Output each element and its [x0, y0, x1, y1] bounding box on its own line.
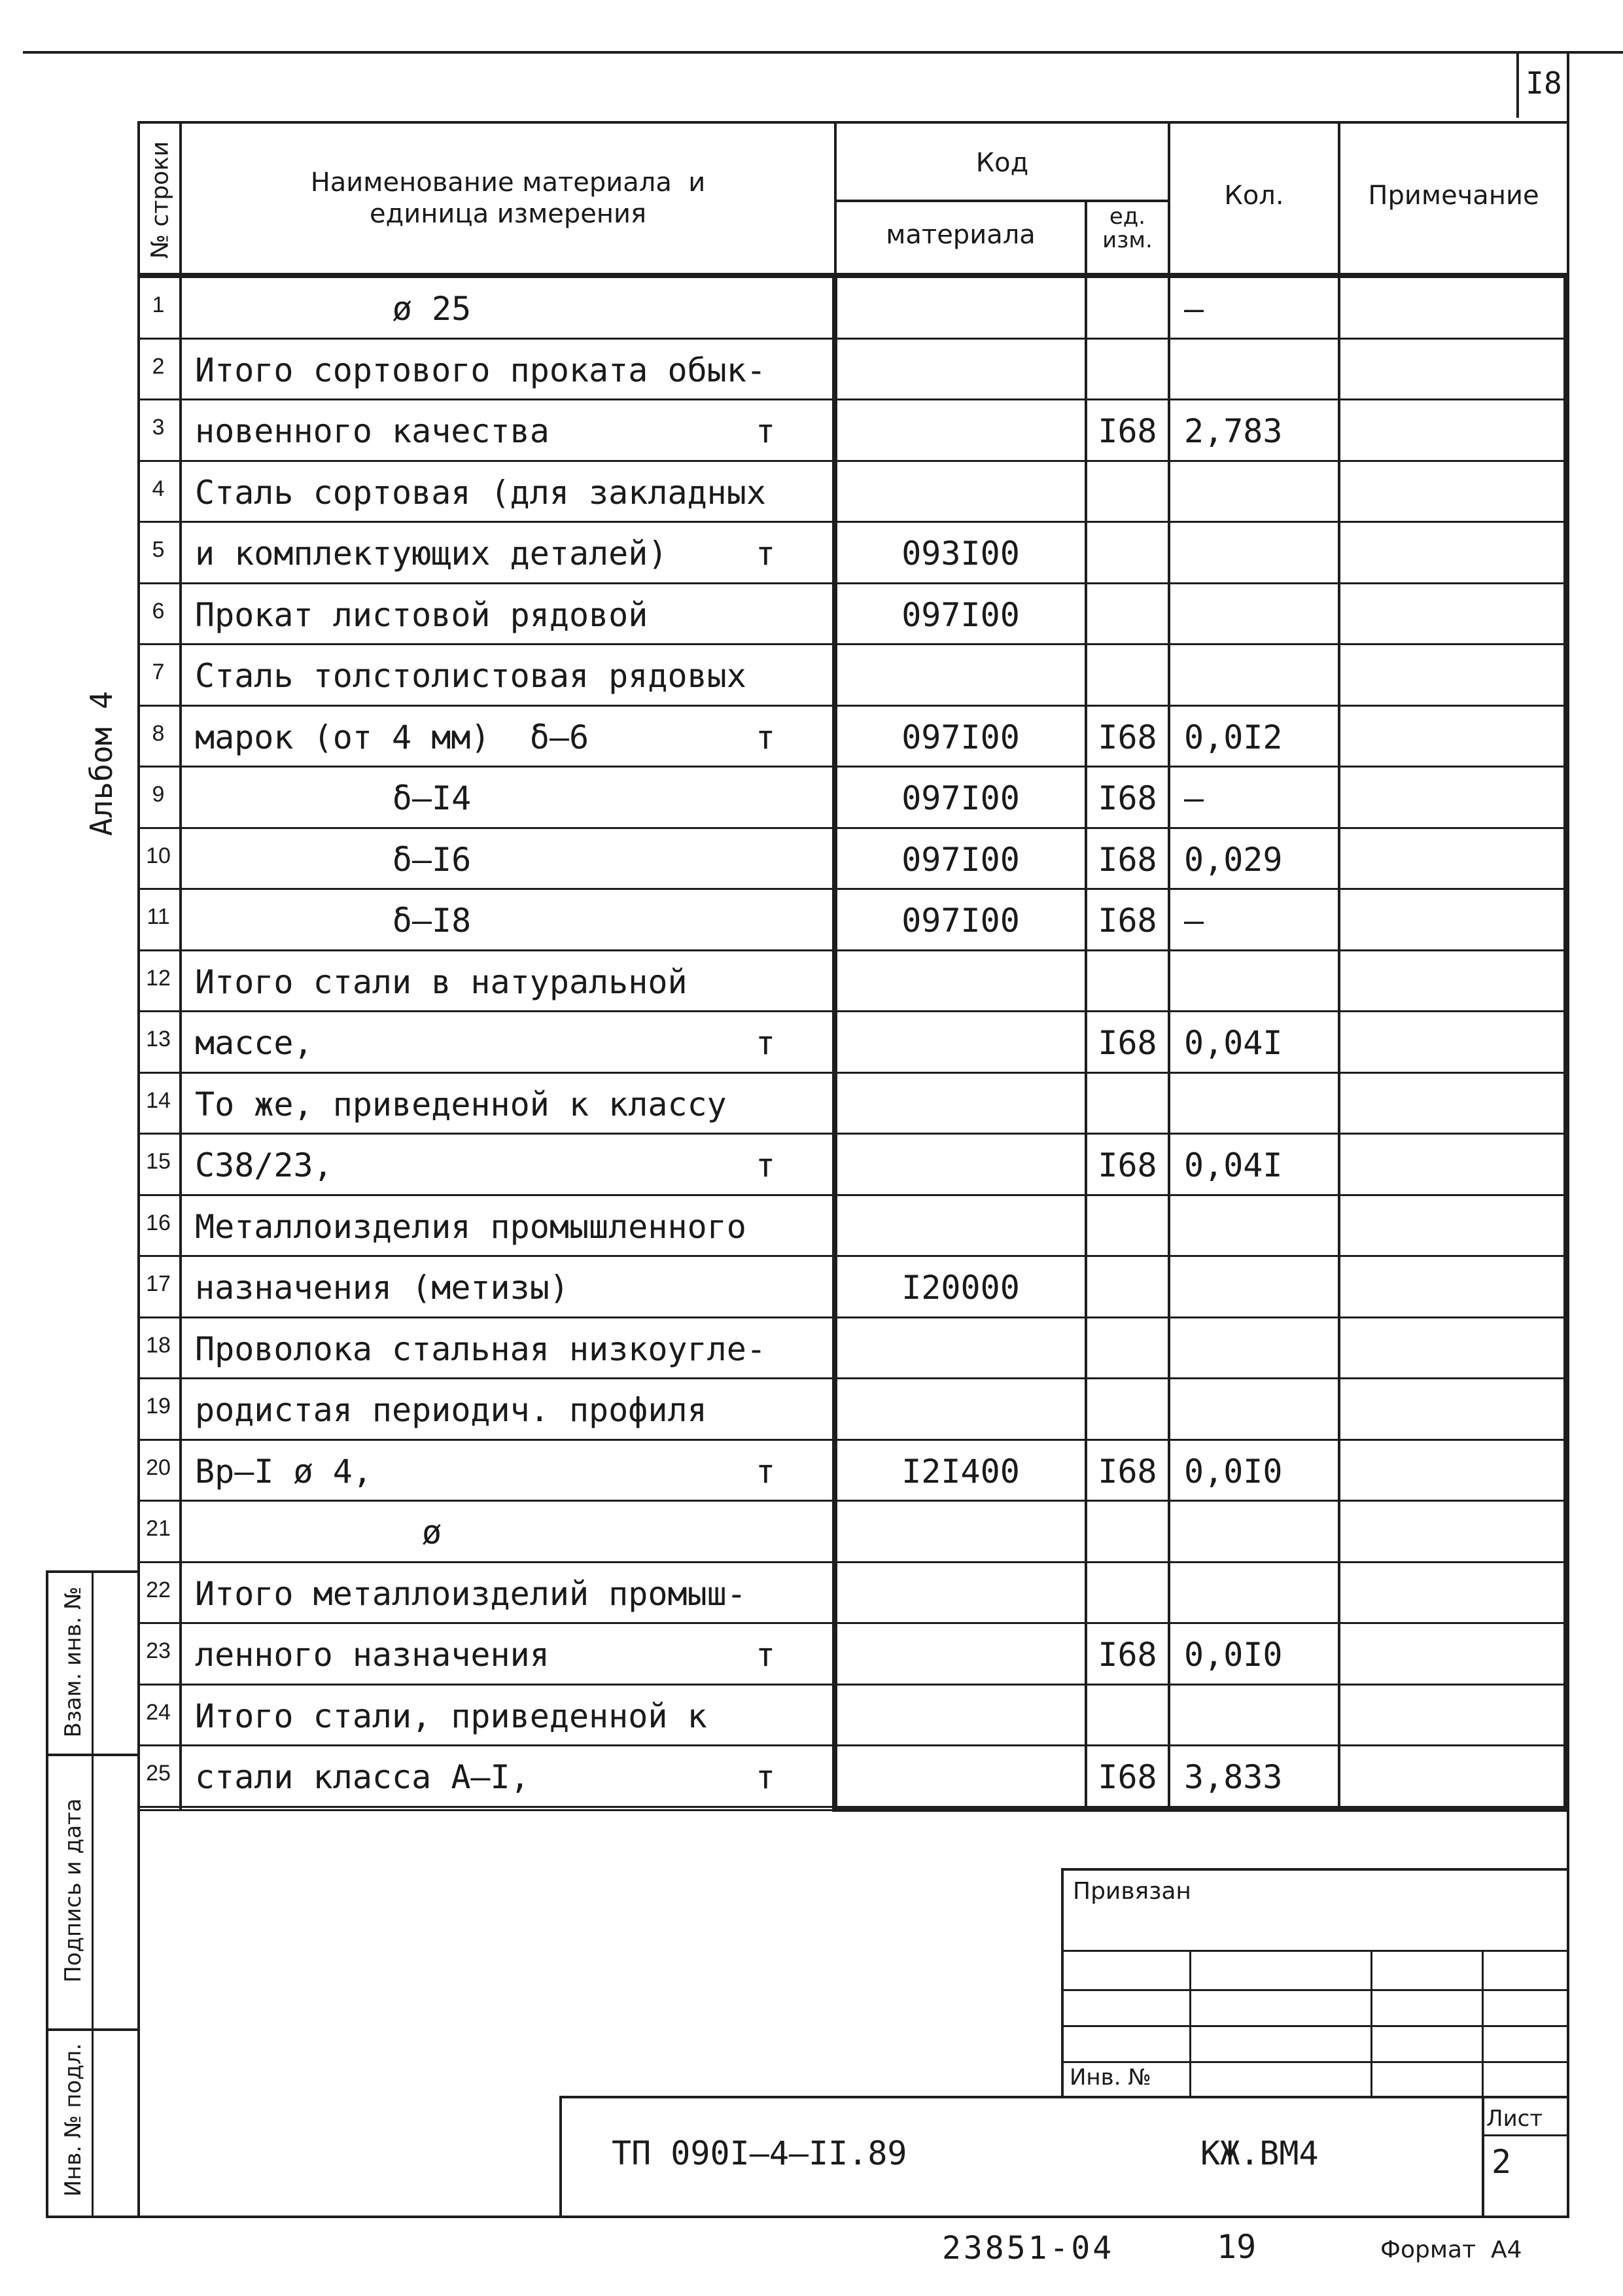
row-number: 2	[152, 353, 165, 379]
side-podpis-data: Подпись и дата	[60, 1798, 86, 1983]
unit-code: I68	[1098, 718, 1157, 756]
header-code: Код	[975, 148, 1029, 178]
inv-no-label: Инв. №	[1070, 2064, 1151, 2091]
item-name-centered: ø	[421, 1513, 442, 1551]
page-number: I8	[1526, 65, 1562, 101]
table-row	[137, 462, 1567, 523]
item-name: Металлоизделия промышленного	[195, 1207, 746, 1246]
item-name-centered: ø 25	[392, 290, 472, 328]
row-number: 15	[146, 1149, 171, 1174]
table-row	[137, 707, 1567, 768]
row-number: 11	[147, 904, 170, 929]
album-label: Альбом 4	[84, 691, 119, 836]
row-number: 22	[146, 1577, 171, 1602]
table-row	[137, 829, 1567, 891]
footer-page: 19	[1217, 2228, 1257, 2266]
item-name: и комплектующих деталей)	[195, 535, 668, 573]
item-unit: т	[755, 535, 776, 573]
side-vzam-inv: Взам. инв. №	[60, 1586, 86, 1738]
row-number: 9	[152, 782, 165, 807]
archive-number: 23851-04	[942, 2230, 1115, 2267]
item-name: С38/23,	[195, 1146, 333, 1184]
item-name: массе,	[195, 1024, 313, 1062]
row-number: 5	[152, 537, 165, 562]
header-unit-code: ед. изм.	[1102, 203, 1153, 253]
item-unit: т	[755, 1758, 776, 1796]
unit-code: I68	[1098, 779, 1157, 817]
row-number: 18	[146, 1332, 171, 1358]
row-number: 4	[152, 476, 165, 501]
row-number: 23	[146, 1638, 171, 1663]
table-row	[137, 1196, 1567, 1258]
row-number: 21	[146, 1516, 171, 1541]
table-row	[137, 400, 1567, 462]
row-number: 12	[146, 965, 171, 991]
material-code: I2I400	[901, 1452, 1020, 1491]
row-number: 3	[152, 415, 165, 440]
item-unit: т	[755, 1146, 776, 1184]
top-rule	[23, 51, 1623, 54]
table-row	[137, 1257, 1567, 1318]
item-name: Итого стали, приведенной к	[195, 1697, 707, 1735]
designation: ТП 090I–4–II.89	[612, 2134, 907, 2172]
quantity: 0,029	[1184, 840, 1283, 879]
table-row	[137, 340, 1567, 401]
table-row	[137, 278, 1567, 340]
item-name: стали класса А–I,	[195, 1758, 530, 1796]
quantity: –	[1184, 902, 1204, 940]
materials-table	[137, 121, 1567, 1809]
row-number: 10	[146, 843, 171, 868]
header-row-num: № строки	[147, 141, 174, 259]
table-row	[137, 523, 1567, 584]
table-row	[137, 1318, 1567, 1380]
table-row	[137, 584, 1567, 646]
quantity: 3,833	[1184, 1758, 1283, 1796]
item-name-centered: δ–I6	[392, 840, 472, 879]
table-row	[137, 1563, 1567, 1625]
row-number: 25	[146, 1761, 171, 1786]
format-label: Формат А4	[1380, 2236, 1522, 2263]
item-unit: т	[755, 412, 776, 450]
item-name: Проволока стальная низкоугле-	[195, 1330, 766, 1368]
item-name: Сталь сортовая (для закладных	[195, 473, 766, 512]
item-name: марок (от 4 мм) δ–6	[195, 718, 589, 756]
header-name: Наименование материала и единица измерения	[310, 168, 706, 229]
row-number: 14	[146, 1087, 171, 1113]
page-number-box-left	[1516, 52, 1519, 118]
header-material-code: материала	[886, 220, 1036, 250]
side-stamp-left	[46, 1570, 48, 2218]
table-row	[137, 1746, 1567, 1808]
sheet-label: Лист	[1486, 2106, 1543, 2132]
table-row	[137, 1441, 1567, 1502]
quantity: 0,0I0	[1184, 1452, 1283, 1491]
quantity: –	[1184, 779, 1204, 817]
material-code: 097I00	[901, 902, 1020, 940]
item-name: ленного назначения	[195, 1636, 550, 1674]
row-number: 24	[146, 1699, 171, 1725]
item-unit: т	[755, 1024, 776, 1062]
unit-code: I68	[1098, 1146, 1157, 1184]
material-code: 093I00	[901, 535, 1020, 573]
table-row	[137, 768, 1567, 829]
quantity: 0,0I2	[1184, 718, 1283, 756]
row-number: 6	[152, 598, 165, 624]
page-number-box-right	[1567, 52, 1569, 118]
item-name: Итого стали в натуральной	[195, 963, 688, 1001]
unit-code: I68	[1098, 902, 1157, 940]
material-code: 097I00	[901, 718, 1020, 756]
table-row	[137, 890, 1567, 951]
row-number: 13	[146, 1027, 171, 1051]
item-name: Прокат листовой рядовой	[195, 595, 648, 634]
item-name: Итого сортового проката обык-	[195, 351, 766, 389]
table-row	[137, 1135, 1567, 1196]
privyazan-label: Привязан	[1073, 1878, 1191, 1905]
row-number: 17	[146, 1271, 171, 1296]
unit-code: I68	[1098, 840, 1157, 879]
item-name: Сталь толстолистовая рядовых	[195, 657, 746, 695]
item-name: То же, приведенной к классу	[195, 1085, 727, 1123]
quantity: 2,783	[1184, 412, 1283, 450]
item-name-centered: δ–I8	[392, 902, 472, 940]
unit-code: I68	[1098, 1636, 1157, 1674]
unit-code: I68	[1098, 1758, 1157, 1796]
doc-code: КЖ.ВМ4	[1200, 2134, 1319, 2172]
unit-code: I68	[1098, 1452, 1157, 1491]
table-row	[137, 1379, 1567, 1441]
table-row	[137, 645, 1567, 707]
item-unit: т	[755, 1636, 776, 1674]
table-row	[137, 951, 1567, 1013]
material-code: 097I00	[901, 595, 1020, 634]
quantity: –	[1184, 290, 1204, 328]
item-name: Вр–I ø 4,	[195, 1452, 372, 1491]
quantity: 0,0I0	[1184, 1636, 1283, 1674]
item-name: родистая периодич. профиля	[195, 1391, 707, 1429]
item-unit: т	[755, 1452, 776, 1491]
item-name-centered: δ–I4	[392, 779, 472, 817]
table-row	[137, 1686, 1567, 1747]
material-code: I20000	[901, 1269, 1020, 1307]
side-inv-podl: Инв. № подл.	[60, 2043, 86, 2197]
material-code: 097I00	[901, 779, 1020, 817]
material-code: 097I00	[901, 840, 1020, 879]
table-row	[137, 1074, 1567, 1135]
table-row	[137, 1012, 1567, 1074]
item-name: Итого металлоизделий промыш-	[195, 1574, 746, 1613]
item-name: новенного качества	[195, 412, 550, 450]
header-qty: Кол.	[1224, 181, 1284, 211]
unit-code: I68	[1098, 1024, 1157, 1062]
row-number: 1	[152, 292, 165, 317]
table-row	[137, 1502, 1567, 1563]
quantity: 0,04I	[1184, 1146, 1283, 1184]
sheet-value: 2	[1492, 2143, 1512, 2181]
item-unit: т	[755, 718, 776, 756]
item-name: назначения (метизы)	[195, 1269, 569, 1307]
quantity: 0,04I	[1184, 1024, 1283, 1062]
row-number: 20	[146, 1455, 171, 1480]
header-note: Примечание	[1368, 181, 1539, 211]
row-number: 8	[152, 720, 165, 746]
row-number: 7	[152, 660, 165, 684]
row-number: 19	[146, 1394, 171, 1419]
unit-code: I68	[1098, 412, 1157, 450]
table-row	[137, 1624, 1567, 1686]
row-number: 16	[146, 1210, 171, 1235]
